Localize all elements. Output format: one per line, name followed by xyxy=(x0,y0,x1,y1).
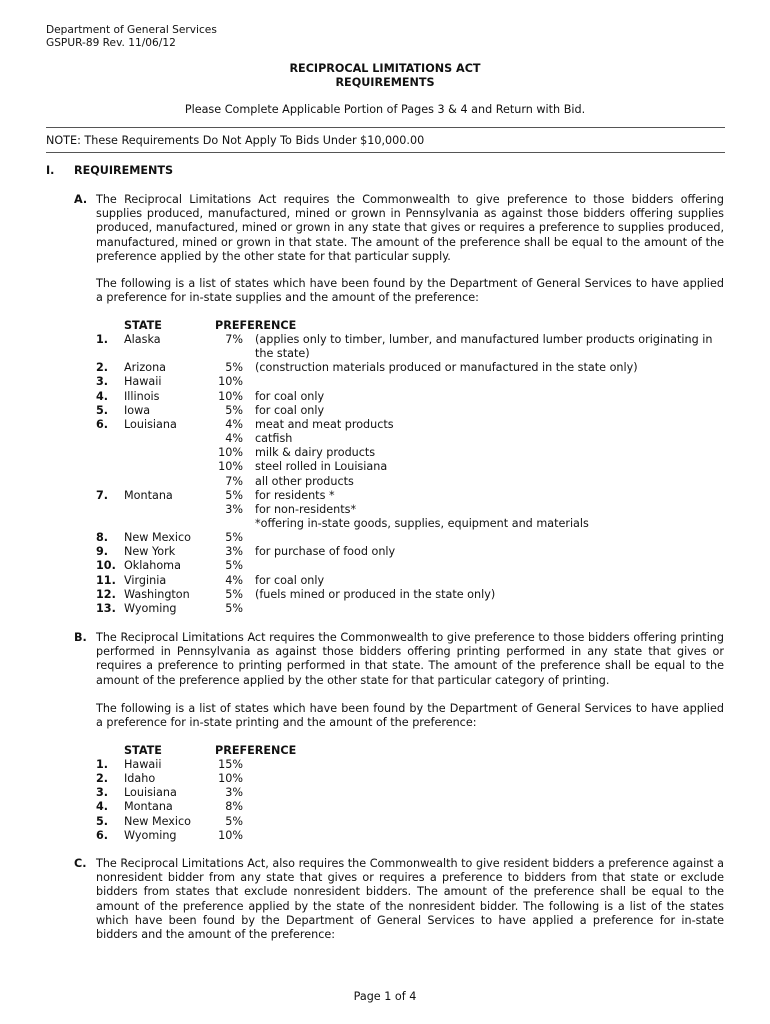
row-preference: 5% xyxy=(225,403,243,417)
document-title: RECIPROCAL LIMITATIONS ACT xyxy=(289,62,481,75)
part-b-paragraph-1: The Reciprocal Limitations Act requires the Commonwealth to give preference to those bidders offering printing performed in Pennsylvania as against those bidders offering printing performed in any state that gives or requires a preference to printing performed in that state. The amount of the preference shall be equal to the amount of the preference applied by the other state for that particular category of printing. xyxy=(96,631,724,687)
part-b-state-header: STATE xyxy=(124,744,162,757)
row-state: Wyoming xyxy=(124,601,177,615)
row-number: 1. xyxy=(96,333,109,346)
row-state: Montana xyxy=(124,488,173,502)
row-preference: 3% xyxy=(225,502,243,516)
row-state: Hawaii xyxy=(124,758,162,771)
row-state: Oklahoma xyxy=(124,559,181,573)
row-state: Louisiana xyxy=(124,417,177,431)
row-preference: 8% xyxy=(225,800,243,814)
document-subtitle: REQUIREMENTS xyxy=(335,76,435,89)
row-preference: 3% xyxy=(225,545,243,559)
row-note: steel rolled in Louisiana xyxy=(255,460,388,474)
row-preference: 3% xyxy=(225,786,243,800)
row-state: New Mexico xyxy=(124,814,192,828)
row-preference: 4% xyxy=(225,432,243,446)
row-preference: 4% xyxy=(225,417,243,431)
row-note: all other products xyxy=(255,474,354,488)
row-number: 7. xyxy=(96,488,109,502)
row-note: the state) xyxy=(255,347,310,361)
row-preference: 10% xyxy=(218,375,243,389)
row-state: New Mexico xyxy=(124,531,192,545)
row-preference: 10% xyxy=(218,460,243,474)
row-number: 3. xyxy=(96,375,109,389)
part-a-state-header: STATE xyxy=(124,319,162,332)
instruction-text: Please Complete Applicable Portion of Pages 3 & 4 and Return with Bid. xyxy=(184,103,586,116)
section-number: I. xyxy=(46,164,55,177)
row-preference: 10% xyxy=(218,772,243,786)
row-state: Wyoming xyxy=(124,828,177,842)
row-preference: 5% xyxy=(225,587,243,601)
row-number: 5. xyxy=(96,403,109,417)
row-number: 9. xyxy=(96,545,109,559)
row-number: 6. xyxy=(96,417,109,431)
row-number: 8. xyxy=(96,531,109,545)
page-footer: Page 1 of 4 xyxy=(353,990,417,1003)
row-state: Montana xyxy=(124,800,173,814)
part-b-letter: B. xyxy=(74,631,87,644)
section-title: REQUIREMENTS xyxy=(74,164,174,177)
part-a-preference-header: PREFERENCE xyxy=(215,319,297,332)
part-a-paragraph-1: The Reciprocal Limitations Act requires the Commonwealth to give preference to those bidders offering supplies produced, manufactured, mined or grown in Pennsylvania as against those bidders offering supplies produced, manufactured, mined or grown in any state that gives or requires a preference to supplies produced, manufactured, mined or grown in that state. The amount of the preference shall be equal to the amount of the preference applied by the other state for that particular supply. xyxy=(96,193,724,263)
row-state: Washington xyxy=(124,587,190,601)
row-state: Virginia xyxy=(124,573,167,587)
row-number: 2. xyxy=(96,772,109,786)
row-number: 11. xyxy=(96,573,116,587)
part-b-paragraph-2: The following is a list of states which have been found by the Department of General Services to have applied a preference for in-state printing and the amount of the preference: xyxy=(96,702,724,730)
row-number: 12. xyxy=(96,587,116,601)
row-number: 5. xyxy=(96,814,109,828)
row-preference: 7% xyxy=(225,333,243,346)
row-state: Illinois xyxy=(124,389,160,403)
row-number: 3. xyxy=(96,786,109,800)
row-note: (fuels mined or produced in the state only) xyxy=(255,587,496,601)
row-number: 13. xyxy=(96,601,116,615)
department-header: Department of General Services xyxy=(46,24,217,36)
row-state: Arizona xyxy=(124,361,167,375)
row-preference: 5% xyxy=(225,488,243,502)
row-preference: 10% xyxy=(218,389,243,403)
row-number: 2. xyxy=(96,361,109,375)
row-number: 4. xyxy=(96,800,109,814)
row-preference: 10% xyxy=(218,828,243,842)
row-number: 1. xyxy=(96,758,109,771)
row-state: New York xyxy=(124,545,176,559)
row-note: for non-residents* xyxy=(255,502,357,516)
row-note: (applies only to timber, lumber, and manufactured lumber products originating in xyxy=(255,333,713,346)
row-note: *offering in-state goods, supplies, equipment and materials xyxy=(255,516,589,530)
row-preference: 15% xyxy=(218,758,243,771)
row-note: for coal only xyxy=(255,403,325,417)
top-divider xyxy=(46,127,725,128)
row-preference: 7% xyxy=(225,474,243,488)
row-state: Idaho xyxy=(124,772,156,786)
row-state: Hawaii xyxy=(124,375,162,389)
part-c-paragraph-1: The Reciprocal Limitations Act, also requires the Commonwealth to give resident bidders a preference against a nonresident bidder from any state that gives or requires a preference to bidders from that state or exclude bidders from states that exclude nonresident bidders. The amount of the preference shall be equal to the amount of the preference applied by the state of the nonresident bidder. The following is a list of the states which have been found by the Department of General Services to have applied a preference for in-state bidders and the amount of the preference: xyxy=(96,857,724,942)
part-a-paragraph-2: The following is a list of states which have been found by the Department of General Services to have applied a preference for in-state supplies and the amount of the preference: xyxy=(96,277,724,305)
row-preference: 5% xyxy=(225,601,243,615)
row-note: (construction materials produced or manufactured in the state only) xyxy=(255,361,638,375)
row-state: Louisiana xyxy=(124,786,177,800)
row-note: for coal only xyxy=(255,573,325,587)
part-b-preference-header: PREFERENCE xyxy=(215,744,297,757)
row-preference: 5% xyxy=(225,361,243,375)
row-number: 10. xyxy=(96,559,116,573)
row-preference: 4% xyxy=(225,573,243,587)
row-preference: 5% xyxy=(225,559,243,573)
row-state: Alaska xyxy=(124,333,161,346)
part-a-letter: A. xyxy=(74,193,88,206)
bottom-divider xyxy=(46,152,725,153)
row-preference: 5% xyxy=(225,814,243,828)
form-number: GSPUR-89 Rev. 11/06/12 xyxy=(46,37,176,49)
row-note: meat and meat products xyxy=(255,417,394,431)
part-c-letter: C. xyxy=(74,857,87,870)
row-note: for coal only xyxy=(255,389,325,403)
row-note: catfish xyxy=(255,432,293,446)
row-note: for purchase of food only xyxy=(255,545,396,559)
row-preference: 5% xyxy=(225,531,243,545)
row-number: 6. xyxy=(96,828,109,842)
row-state: Iowa xyxy=(124,403,151,417)
note-text: NOTE: These Requirements Do Not Apply To Bids Under $10,000.00 xyxy=(46,134,425,147)
row-preference: 10% xyxy=(218,446,243,460)
row-note: milk & dairy products xyxy=(255,446,376,460)
row-note: for residents * xyxy=(255,488,335,502)
row-number: 4. xyxy=(96,389,109,403)
